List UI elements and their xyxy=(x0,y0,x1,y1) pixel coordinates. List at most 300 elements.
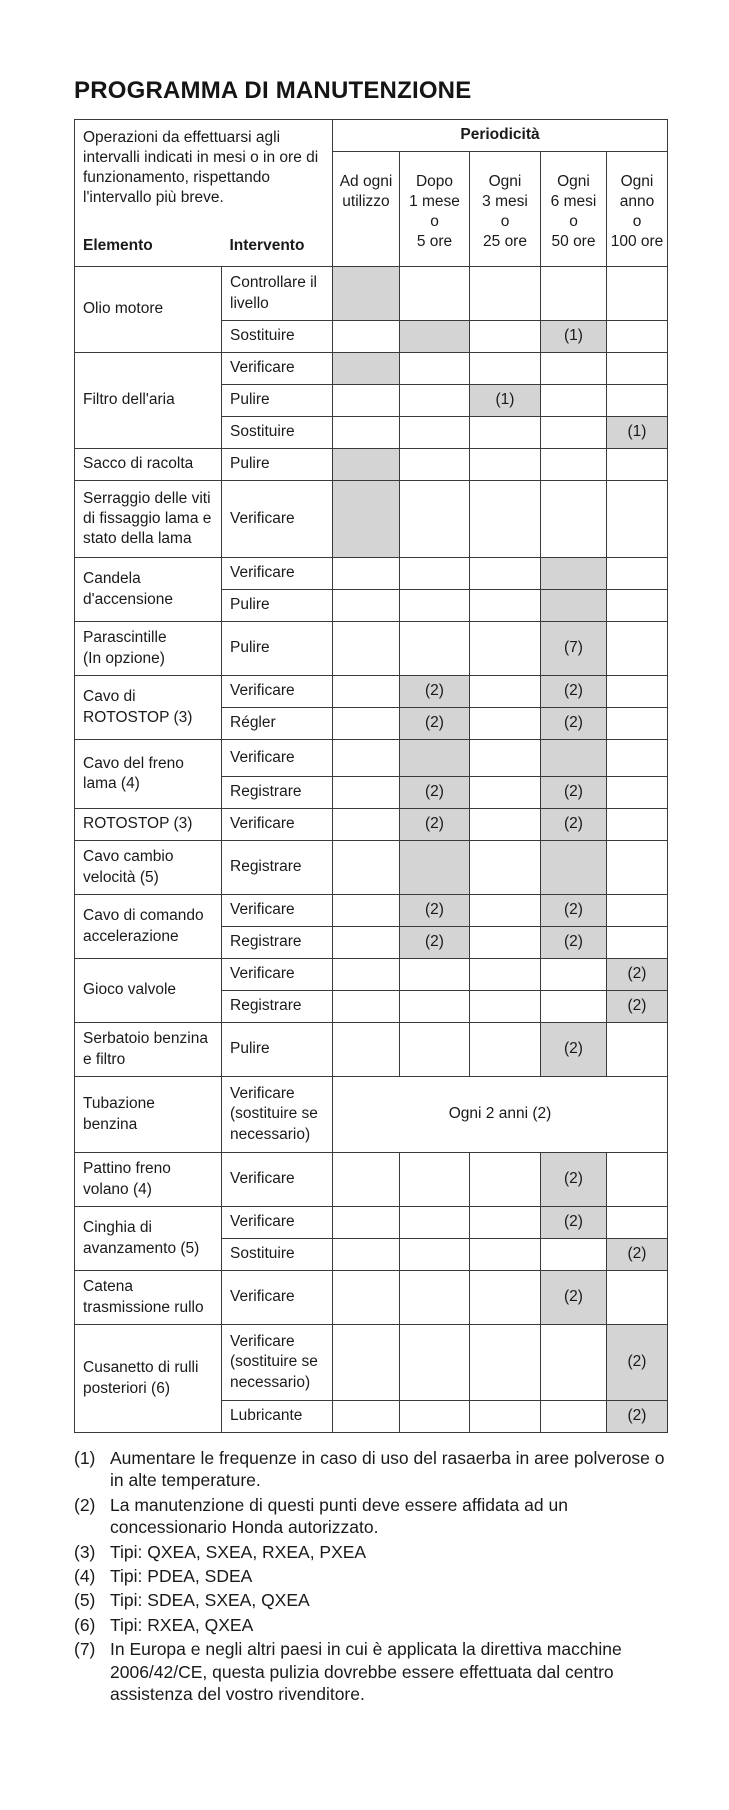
empty-cell xyxy=(607,481,668,558)
empty-cell xyxy=(400,1207,470,1239)
intervention-label: necessario) xyxy=(230,1373,311,1391)
intervention-cell xyxy=(222,558,333,590)
period-label-line: utilizzo xyxy=(342,193,390,211)
element-label: ROTOSTOP (3) xyxy=(83,815,193,833)
table-row xyxy=(75,481,668,558)
intervention-label: Registrare xyxy=(230,783,302,801)
intervention-label: (sostituire se xyxy=(230,1353,318,1371)
empty-cell xyxy=(470,740,541,777)
scheduled-cell: (2) xyxy=(541,1207,607,1239)
intervention-label: (sostituire se xyxy=(230,1105,318,1123)
intervention-label: Registrare xyxy=(230,997,302,1015)
intervention-cell xyxy=(222,991,333,1023)
empty-cell xyxy=(333,676,400,708)
footnote-text: Tipi: SDEA, SXEA, QXEA xyxy=(110,1590,310,1611)
element-label: accelerazione xyxy=(83,927,179,945)
intervention-cell xyxy=(222,353,333,385)
empty-cell xyxy=(607,1207,668,1239)
empty-cell xyxy=(541,1239,607,1271)
intervention-cell xyxy=(222,841,333,895)
table-row xyxy=(75,676,668,708)
empty-cell xyxy=(333,895,400,927)
intervention-label: Régler xyxy=(230,714,276,732)
empty-cell xyxy=(541,449,607,481)
empty-cell xyxy=(470,708,541,740)
intervention-label: Pulire xyxy=(230,391,270,409)
scheduled-cell: (2) xyxy=(541,777,607,809)
period-column-header xyxy=(333,152,400,267)
empty-cell xyxy=(470,1023,541,1077)
intervention-label: Registrare xyxy=(230,933,302,951)
empty-cell xyxy=(333,417,400,449)
period-label-line: Dopo xyxy=(415,173,454,190)
empty-cell xyxy=(541,353,607,385)
empty-cell xyxy=(470,622,541,676)
footnote xyxy=(74,1541,674,1563)
empty-cell xyxy=(333,590,400,622)
intervention-label: Sostituire xyxy=(230,1245,295,1263)
element-cell xyxy=(75,1271,222,1325)
scheduled-cell: (2) xyxy=(541,927,607,959)
element-cell xyxy=(75,622,222,676)
empty-cell xyxy=(470,321,541,353)
intervention-label: Registrare xyxy=(230,858,302,876)
period-label-line: anno xyxy=(619,193,655,211)
empty-cell xyxy=(607,1023,668,1077)
empty-cell xyxy=(470,809,541,841)
footnote xyxy=(74,1494,674,1539)
empty-cell xyxy=(470,1239,541,1271)
intervention-cell xyxy=(222,481,333,558)
footnote-number: (5) xyxy=(74,1590,96,1611)
period-label-line: o xyxy=(632,213,642,231)
empty-cell xyxy=(470,895,541,927)
scheduled-cell: (2) xyxy=(541,895,607,927)
intervention-label: Pulire xyxy=(230,639,270,657)
empty-cell xyxy=(333,321,400,353)
empty-cell xyxy=(607,708,668,740)
scheduled-cell: (2) xyxy=(541,708,607,740)
period-label-line: 1 mese xyxy=(409,193,460,211)
table-row xyxy=(75,809,668,841)
empty-cell xyxy=(470,1325,541,1401)
scheduled-cell xyxy=(541,558,607,590)
scheduled-cell xyxy=(541,841,607,895)
element-label: Catena xyxy=(83,1278,133,1296)
element-cell xyxy=(75,1077,222,1153)
scheduled-cell: (2) xyxy=(607,1239,668,1271)
empty-cell xyxy=(470,1207,541,1239)
element-cell xyxy=(75,895,222,959)
empty-cell xyxy=(333,1401,400,1433)
intervention-label: Lubricante xyxy=(230,1407,303,1425)
empty-cell xyxy=(470,417,541,449)
intervention-label: Pulire xyxy=(230,455,270,473)
footnote-text: Aumentare le frequenze in caso di uso del rasaerba in aree polverose o in alte temperature. xyxy=(110,1448,665,1491)
footnote-text: Tipi: RXEA, QXEA xyxy=(110,1614,254,1635)
empty-cell xyxy=(333,622,400,676)
intervention-label: Verificare xyxy=(230,359,295,377)
element-label: trasmissione rullo xyxy=(83,1298,204,1316)
empty-cell xyxy=(333,777,400,809)
intervention-label: Pulire xyxy=(230,596,270,614)
intervention-cell xyxy=(222,740,333,777)
empty-cell xyxy=(333,1153,400,1207)
scheduled-cell: (1) xyxy=(541,321,607,353)
empty-cell xyxy=(400,1271,470,1325)
element-label: Olio motore xyxy=(83,300,164,318)
table-row xyxy=(75,841,668,895)
empty-cell xyxy=(333,959,400,991)
empty-cell xyxy=(607,676,668,708)
period-label-line: 50 ore xyxy=(551,233,596,251)
intervention-cell xyxy=(222,1271,333,1325)
intervention-label: Verificare xyxy=(230,1085,295,1103)
intervention-column-header: Intervento xyxy=(222,228,333,267)
empty-cell xyxy=(333,385,400,417)
empty-cell xyxy=(541,267,607,321)
maintenance-schedule-table xyxy=(74,119,668,1433)
footnote xyxy=(74,1638,674,1705)
element-label: Cavo di comando xyxy=(83,907,204,925)
intervention-label: Verificare xyxy=(230,815,295,833)
intervention-label: Verificare xyxy=(230,1288,295,1306)
element-cell xyxy=(75,449,222,481)
empty-cell xyxy=(470,590,541,622)
period-label-line: Ogni xyxy=(488,173,522,190)
intervention-cell xyxy=(222,321,333,353)
empty-cell xyxy=(470,927,541,959)
intervention-cell xyxy=(222,959,333,991)
intervention-label: Verificare xyxy=(230,1333,295,1351)
scheduled-cell: (2) xyxy=(541,1153,607,1207)
scheduled-cell xyxy=(541,590,607,622)
footnote-text: In Europa e negli altri paesi in cui è applicata la direttiva macchine 2006/42/CE, questa pulizia dovrebbe essere effettuata dal centro assistenza del vostro rivenditore. xyxy=(110,1639,622,1704)
empty-cell xyxy=(333,1325,400,1401)
empty-cell xyxy=(470,481,541,558)
footnote-number: (7) xyxy=(74,1639,96,1660)
empty-cell xyxy=(607,1271,668,1325)
element-label: avanzamento (5) xyxy=(83,1239,200,1257)
scheduled-cell xyxy=(541,740,607,777)
empty-cell xyxy=(400,622,470,676)
empty-cell xyxy=(400,353,470,385)
table-row xyxy=(75,1153,668,1207)
footnote-text: La manutenzione di questi punti deve essere affidata ad un concessionario Honda autorizzato. xyxy=(110,1494,568,1538)
scheduled-cell xyxy=(400,740,470,777)
table-row xyxy=(75,1207,668,1239)
empty-cell xyxy=(333,841,400,895)
table-row xyxy=(75,1271,668,1325)
intervention-cell xyxy=(222,676,333,708)
empty-cell xyxy=(333,740,400,777)
empty-cell xyxy=(607,1153,668,1207)
element-cell xyxy=(75,740,222,809)
scheduled-cell: (2) xyxy=(541,1271,607,1325)
empty-cell xyxy=(400,267,470,321)
scheduled-cell xyxy=(400,321,470,353)
empty-cell xyxy=(470,353,541,385)
intervention-cell xyxy=(222,449,333,481)
empty-cell xyxy=(470,267,541,321)
empty-cell xyxy=(333,558,400,590)
scheduled-cell: (2) xyxy=(400,708,470,740)
empty-cell xyxy=(333,1207,400,1239)
period-label-line: o xyxy=(500,213,510,231)
element-label: e filtro xyxy=(83,1050,126,1068)
scheduled-cell: (2) xyxy=(400,777,470,809)
table-row xyxy=(75,1023,668,1077)
empty-cell xyxy=(607,927,668,959)
empty-cell xyxy=(470,841,541,895)
intervention-label: Verificare xyxy=(230,564,295,582)
element-cell xyxy=(75,1207,222,1271)
intervention-cell xyxy=(222,385,333,417)
intervention-cell xyxy=(222,1077,333,1153)
period-label-line: o xyxy=(430,213,439,231)
element-cell xyxy=(75,1023,222,1077)
intervention-label: Sostituire xyxy=(230,327,295,345)
element-label: Sacco di racolta xyxy=(83,455,194,473)
intervention-cell xyxy=(222,622,333,676)
empty-cell xyxy=(541,959,607,991)
period-column-header xyxy=(541,152,607,267)
footnote-text: Tipi: PDEA, SDEA xyxy=(110,1565,253,1586)
empty-cell xyxy=(607,321,668,353)
scheduled-cell xyxy=(333,353,400,385)
empty-cell xyxy=(607,385,668,417)
element-label: (In opzione) xyxy=(83,649,165,667)
scheduled-cell: (2) xyxy=(400,809,470,841)
intervention-label: Verificare xyxy=(230,1170,295,1188)
empty-cell xyxy=(607,590,668,622)
empty-cell xyxy=(470,1271,541,1325)
intervention-cell xyxy=(222,1153,333,1207)
intervention-cell xyxy=(222,590,333,622)
footnote-number: (6) xyxy=(74,1614,96,1635)
period-label-line: 25 ore xyxy=(483,233,527,251)
empty-cell xyxy=(607,353,668,385)
element-label: velocità (5) xyxy=(83,868,159,886)
empty-cell xyxy=(607,809,668,841)
element-cell xyxy=(75,809,222,841)
scheduled-cell: (2) xyxy=(541,676,607,708)
element-label: Parascintille xyxy=(83,629,167,647)
empty-cell xyxy=(400,417,470,449)
element-label: Candela xyxy=(83,570,141,588)
intervention-cell xyxy=(222,1239,333,1271)
table-row xyxy=(75,895,668,927)
footnote-text: Tipi: QXEA, SXEA, RXEA, PXEA xyxy=(110,1541,367,1562)
element-cell xyxy=(75,959,222,1023)
footnote xyxy=(74,1614,674,1636)
element-label: Cavo cambio xyxy=(83,848,174,866)
scheduled-cell xyxy=(333,267,400,321)
empty-cell xyxy=(400,1023,470,1077)
empty-cell xyxy=(607,895,668,927)
intervention-label: Verificare xyxy=(230,901,295,919)
table-row xyxy=(75,449,668,481)
period-column-header xyxy=(470,152,541,267)
period-label-line: Ogni xyxy=(557,173,590,190)
empty-cell xyxy=(541,385,607,417)
scheduled-cell: (7) xyxy=(541,622,607,676)
table-description: Operazioni da effettuarsi agli intervalli indicati in mesi o in ore di funzionamento, rispettando l'intervallo più breve. xyxy=(75,120,333,228)
intervention-cell xyxy=(222,809,333,841)
empty-cell xyxy=(400,1153,470,1207)
element-label: Cavo del freno xyxy=(83,754,184,772)
element-label: stato della lama xyxy=(83,530,192,548)
empty-cell xyxy=(470,1401,541,1433)
scheduled-cell xyxy=(333,449,400,481)
table-row xyxy=(75,558,668,590)
table-row xyxy=(75,740,668,777)
element-label: Serraggio delle viti xyxy=(83,489,211,507)
intervention-cell xyxy=(222,1207,333,1239)
empty-cell xyxy=(607,622,668,676)
intervention-label: Verificare xyxy=(230,1213,295,1231)
empty-cell xyxy=(400,449,470,481)
period-label-line: o xyxy=(569,213,578,231)
footnote xyxy=(74,1565,674,1587)
scheduled-cell xyxy=(400,841,470,895)
empty-cell xyxy=(400,1325,470,1401)
empty-cell xyxy=(541,1401,607,1433)
period-label-line: Ogni xyxy=(620,173,654,190)
footnote-number: (3) xyxy=(74,1541,96,1562)
empty-cell xyxy=(470,959,541,991)
element-label: Serbatoio benzina xyxy=(83,1030,208,1048)
intervention-label: Sostituire xyxy=(230,423,295,441)
element-label: benzina xyxy=(83,1115,138,1133)
intervention-cell xyxy=(222,1401,333,1433)
empty-cell xyxy=(333,927,400,959)
scheduled-cell: (2) xyxy=(607,959,668,991)
empty-cell xyxy=(333,991,400,1023)
empty-cell xyxy=(607,267,668,321)
empty-cell xyxy=(607,841,668,895)
intervention-label: Verificare xyxy=(230,748,295,766)
empty-cell xyxy=(333,708,400,740)
intervention-label: Verificare xyxy=(230,965,295,983)
empty-cell xyxy=(470,777,541,809)
scheduled-cell: (2) xyxy=(400,676,470,708)
empty-cell xyxy=(400,959,470,991)
empty-cell xyxy=(607,558,668,590)
empty-cell xyxy=(333,1271,400,1325)
empty-cell xyxy=(470,1153,541,1207)
scheduled-cell: (2) xyxy=(541,1023,607,1077)
empty-cell xyxy=(541,1325,607,1401)
empty-cell xyxy=(400,1239,470,1271)
period-label-line: 6 mesi xyxy=(550,193,597,211)
table-row xyxy=(75,267,668,321)
element-label: di fissaggio lama e xyxy=(83,509,212,527)
period-label-line: 100 ore xyxy=(610,233,664,251)
empty-cell xyxy=(541,481,607,558)
element-cell xyxy=(75,1153,222,1207)
empty-cell xyxy=(541,991,607,1023)
scheduled-cell: (1) xyxy=(607,417,668,449)
intervention-label: necessario) xyxy=(230,1125,311,1143)
intervention-label: Controllare il xyxy=(230,274,318,292)
period-label-line: Ad ogni xyxy=(339,173,393,190)
empty-cell xyxy=(333,809,400,841)
element-cell xyxy=(75,267,222,353)
intervention-label: Verificare xyxy=(230,509,295,527)
intervention-cell xyxy=(222,1325,333,1401)
empty-cell xyxy=(400,558,470,590)
empty-cell xyxy=(541,417,607,449)
scheduled-cell: (2) xyxy=(607,991,668,1023)
empty-cell xyxy=(400,991,470,1023)
element-label: volano (4) xyxy=(83,1180,152,1198)
empty-cell xyxy=(607,740,668,777)
table-row xyxy=(75,959,668,991)
element-cell xyxy=(75,1325,222,1433)
scheduled-cell: (2) xyxy=(400,895,470,927)
intervention-label: Pulire xyxy=(230,1040,270,1058)
footnote-number: (4) xyxy=(74,1565,96,1586)
footnote-number: (1) xyxy=(74,1448,96,1468)
intervention-cell xyxy=(222,895,333,927)
element-cell xyxy=(75,841,222,895)
intervention-label: Verificare xyxy=(230,682,295,700)
empty-cell xyxy=(470,991,541,1023)
element-label: posteriori (6) xyxy=(83,1379,170,1397)
footnote-number: (2) xyxy=(74,1494,96,1515)
period-column-header xyxy=(400,152,470,267)
intervention-cell xyxy=(222,267,333,321)
intervention-cell xyxy=(222,927,333,959)
element-cell xyxy=(75,558,222,622)
empty-cell xyxy=(470,449,541,481)
footnote xyxy=(74,1447,674,1492)
empty-cell xyxy=(400,590,470,622)
element-column-header: Elemento xyxy=(75,228,222,267)
empty-cell xyxy=(400,1401,470,1433)
table-row xyxy=(75,1077,668,1153)
period-column-header xyxy=(607,152,668,267)
empty-cell xyxy=(333,1239,400,1271)
empty-cell xyxy=(400,385,470,417)
period-label-line: 5 ore xyxy=(416,233,453,251)
empty-cell xyxy=(400,481,470,558)
intervention-label: livello xyxy=(230,294,269,312)
element-label: Filtro dell'aria xyxy=(83,391,175,409)
scheduled-cell: (2) xyxy=(607,1401,668,1433)
element-label: ROTOSTOP (3) xyxy=(83,708,193,726)
intervention-cell xyxy=(222,417,333,449)
scheduled-cell: (1) xyxy=(470,385,541,417)
element-label: Cavo di xyxy=(83,688,136,706)
empty-cell xyxy=(607,777,668,809)
periodicity-header: Periodicità xyxy=(333,120,668,152)
footnote xyxy=(74,1589,674,1611)
scheduled-cell xyxy=(333,481,400,558)
empty-cell xyxy=(607,449,668,481)
element-label: Cinghia di xyxy=(83,1219,152,1237)
empty-cell xyxy=(333,1023,400,1077)
page-title: PROGRAMMA DI MANUTENZIONE xyxy=(74,77,472,104)
intervention-cell xyxy=(222,708,333,740)
footnotes xyxy=(74,1447,674,1707)
element-cell xyxy=(75,481,222,558)
empty-cell xyxy=(470,676,541,708)
table-row xyxy=(75,353,668,385)
scheduled-cell: (2) xyxy=(400,927,470,959)
element-label: Cusanetto di rulli xyxy=(83,1359,199,1377)
